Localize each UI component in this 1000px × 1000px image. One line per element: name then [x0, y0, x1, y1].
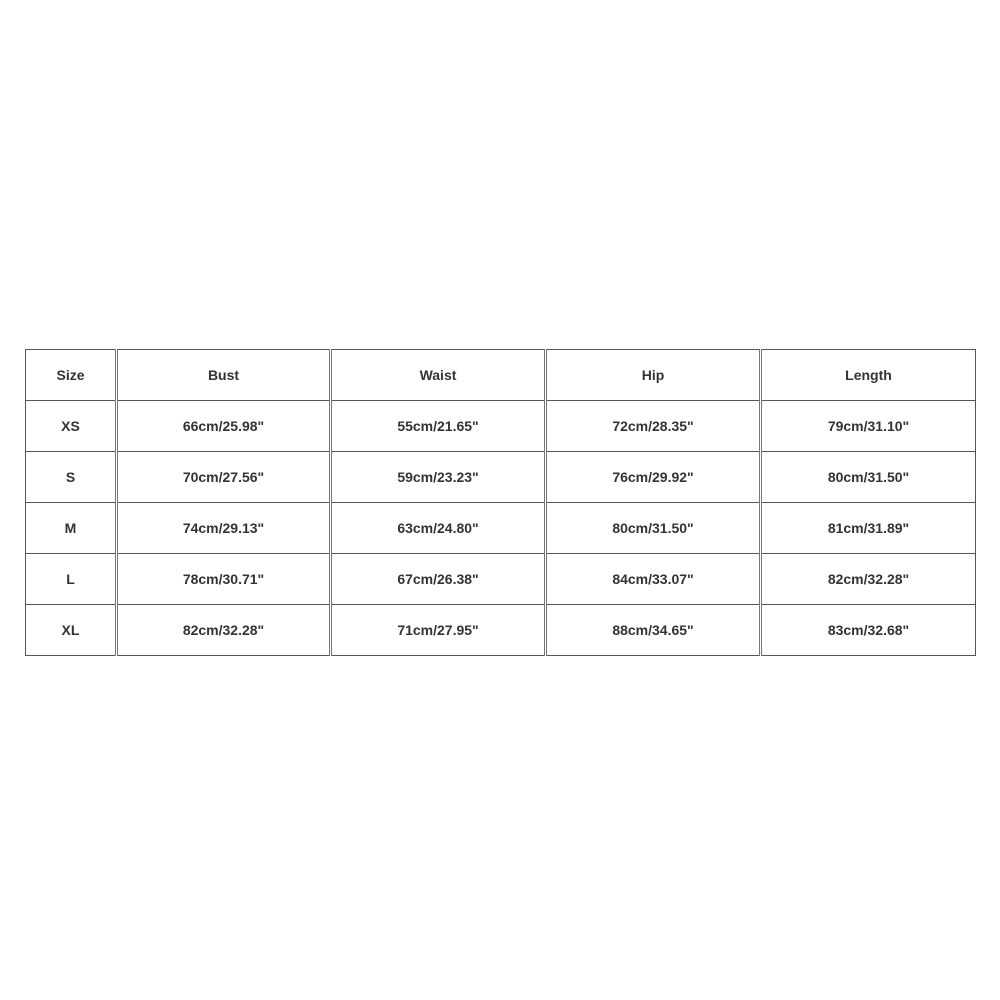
- size-cell: XS: [26, 401, 117, 452]
- size-chart-table: [25, 349, 976, 656]
- bust-cell: 66cm/25.98": [117, 401, 331, 452]
- waist-cell: 67cm/26.38": [331, 554, 546, 605]
- header-hip: Hip: [546, 350, 761, 401]
- table-row: [26, 503, 976, 554]
- hip-cell: 88cm/34.65": [546, 605, 761, 656]
- waist-cell: 71cm/27.95": [331, 605, 546, 656]
- waist-cell: 59cm/23.23": [331, 452, 546, 503]
- hip-cell: 80cm/31.50": [546, 503, 761, 554]
- hip-cell: 76cm/29.92": [546, 452, 761, 503]
- header-waist: Waist: [331, 350, 546, 401]
- length-cell: 79cm/31.10": [761, 401, 976, 452]
- table-row: [26, 605, 976, 656]
- table-row: [26, 452, 976, 503]
- hip-cell: 84cm/33.07": [546, 554, 761, 605]
- header-size: Size: [26, 350, 117, 401]
- size-cell: L: [26, 554, 117, 605]
- length-cell: 80cm/31.50": [761, 452, 976, 503]
- size-cell: XL: [26, 605, 117, 656]
- length-cell: 82cm/32.28": [761, 554, 976, 605]
- waist-cell: 63cm/24.80": [331, 503, 546, 554]
- size-chart: [25, 349, 975, 650]
- hip-cell: 72cm/28.35": [546, 401, 761, 452]
- length-cell: 81cm/31.89": [761, 503, 976, 554]
- bust-cell: 78cm/30.71": [117, 554, 331, 605]
- bust-cell: 74cm/29.13": [117, 503, 331, 554]
- length-cell: 83cm/32.68": [761, 605, 976, 656]
- table-row: [26, 401, 976, 452]
- table-row: [26, 554, 976, 605]
- header-length: Length: [761, 350, 976, 401]
- bust-cell: 82cm/32.28": [117, 605, 331, 656]
- waist-cell: 55cm/21.65": [331, 401, 546, 452]
- header-row: [26, 350, 976, 401]
- size-cell: S: [26, 452, 117, 503]
- header-bust: Bust: [117, 350, 331, 401]
- size-cell: M: [26, 503, 117, 554]
- bust-cell: 70cm/27.56": [117, 452, 331, 503]
